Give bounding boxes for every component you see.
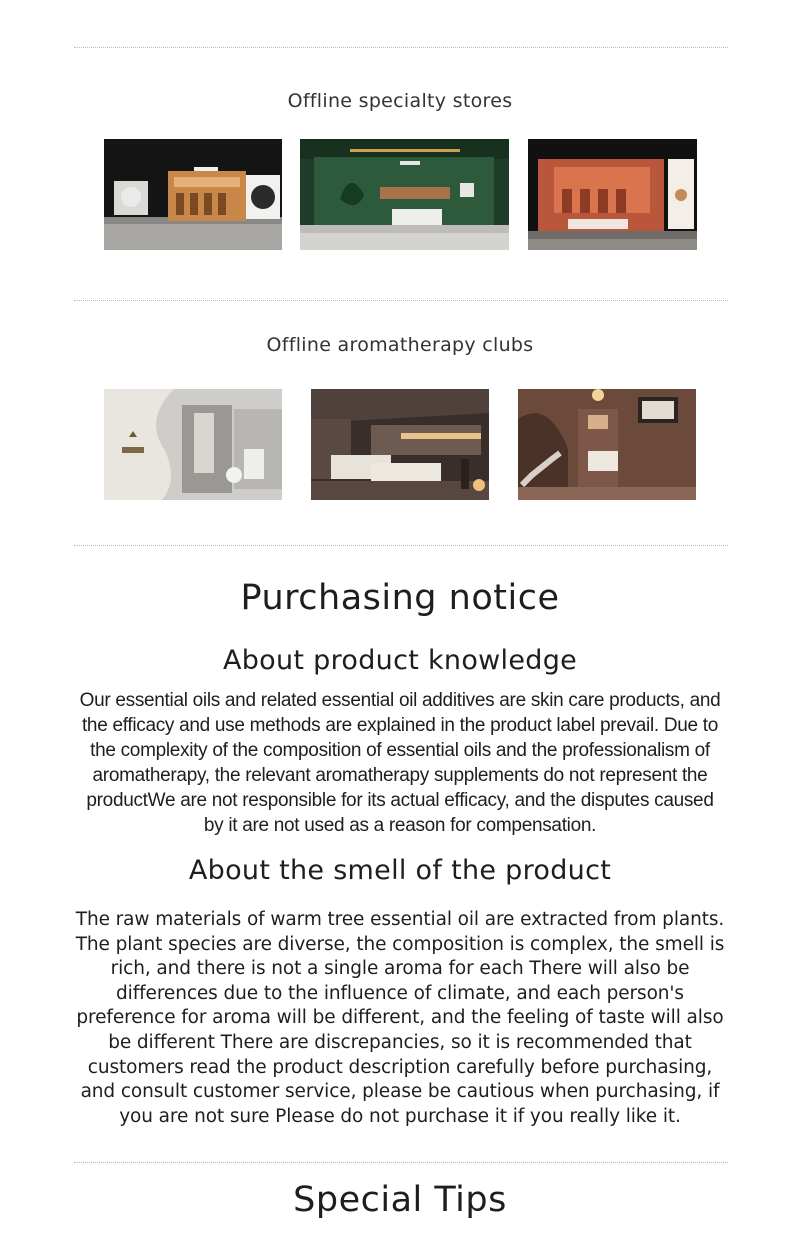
smell-line: and consult customer service, please be cautious when purchasing, if — [80, 1081, 720, 1103]
knowledge-line: productWe are not responsible for its actual efficacy, and the disputes caused — [86, 790, 714, 811]
store-photo-3 — [528, 139, 697, 250]
product-knowledge-heading: About product knowledge — [222, 645, 578, 676]
product-smell-text — [22, 908, 778, 1129]
special-tips-heading: Special Tips — [293, 1180, 507, 1220]
purchasing-notice-heading: Purchasing notice — [240, 578, 560, 618]
knowledge-line: aromatherapy, the relevant aromatherapy supplements do not represent the — [92, 765, 708, 786]
clubs-section-title: Offline aromatherapy clubs — [266, 334, 534, 356]
divider-notice — [74, 1162, 728, 1163]
smell-line: you are not sure Please do not purchase it if you really like it. — [119, 1105, 681, 1127]
stores-section-title: Offline specialty stores — [287, 90, 513, 112]
knowledge-line: Our essential oils and related essential oil additives are skin care products, and — [79, 690, 721, 711]
product-knowledge-text — [22, 688, 778, 838]
product-smell-heading: About the smell of the product — [188, 855, 612, 886]
club-photo-2 — [311, 389, 489, 500]
knowledge-line: the complexity of the composition of essential oils and the professionalism of — [90, 740, 710, 761]
divider-stores — [74, 300, 728, 301]
club-photo-3 — [518, 389, 696, 500]
smell-line: The plant species are diverse, the composition is complex, the smell is — [75, 933, 725, 955]
smell-line: The raw materials of warm tree essential oil are extracted from plants. — [75, 909, 725, 930]
smell-line: be different There are discrepancies, so it is recommended that — [108, 1031, 692, 1053]
knowledge-line: by it are not used as a reason for compensation. — [203, 815, 597, 836]
store-photo-2 — [300, 139, 509, 250]
divider-top — [74, 47, 728, 48]
smell-line: differences due to the influence of climate, and each person's — [116, 982, 684, 1004]
store-photo-1 — [104, 139, 282, 250]
knowledge-line: the efficacy and use methods are explained in the product label prevail. Due to — [81, 715, 719, 736]
club-photo-1 — [104, 389, 282, 500]
smell-line: customers read the product description carefully before purchasing, — [87, 1056, 713, 1078]
smell-line: preference for aroma will be different, and the feeling of taste will also — [76, 1007, 724, 1029]
divider-clubs — [74, 545, 728, 546]
smell-line: rich, and there is not a single aroma for each There will also be — [110, 958, 690, 980]
